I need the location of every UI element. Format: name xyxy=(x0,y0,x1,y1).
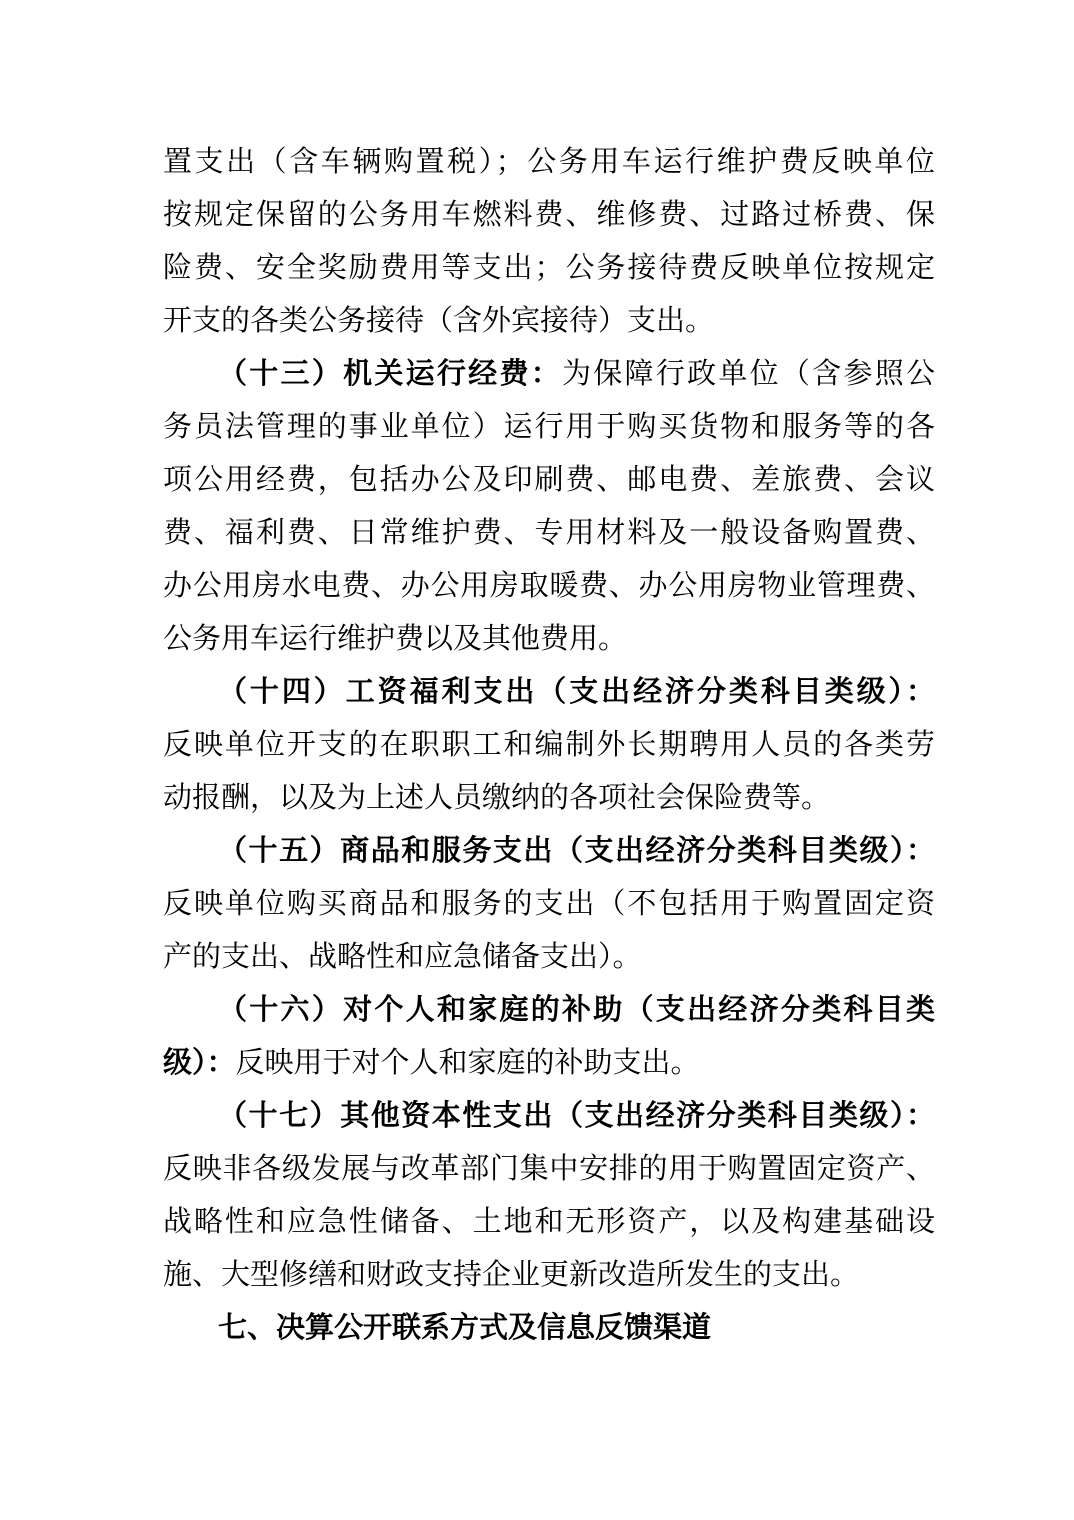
text-line xyxy=(163,931,935,984)
text-line xyxy=(163,507,935,560)
section-heading xyxy=(163,1302,935,1355)
text-line xyxy=(163,1249,935,1302)
text-line xyxy=(163,613,935,666)
text-segment: 产的支出、战略性和应急储备支出）。 xyxy=(163,941,642,973)
text-segment: 办公用房水电费、办公用房取暖费、办公用房物业管理费、 xyxy=(163,570,935,602)
text-line xyxy=(163,348,935,401)
para-13-agency-operating-funds xyxy=(163,348,935,666)
text-segment: 反映单位开支的在职职工和编制外长期聘用人员的各类劳 xyxy=(163,729,935,761)
text-line xyxy=(163,825,935,878)
text-segment: 施、大型修缮和财政支持企业更新改造所发生的支出。 xyxy=(163,1259,860,1291)
text-segment: 反映用于对个人和家庭的补助支出。 xyxy=(235,1047,700,1079)
text-segment: 务员法管理的事业单位）运行用于购买货物和服务等的各 xyxy=(163,411,935,443)
text-line xyxy=(163,1037,935,1090)
text-line xyxy=(163,772,935,825)
para-14-wage-welfare-expenditure xyxy=(163,666,935,825)
bold-text-segment: （十三）机关运行经费： xyxy=(218,358,562,390)
text-line xyxy=(163,1090,935,1143)
text-segment: 险费、安全奖励费用等支出；公务接待费反映单位按规定 xyxy=(163,252,935,284)
text-line xyxy=(163,1143,935,1196)
text-line xyxy=(163,560,935,613)
text-line xyxy=(163,242,935,295)
text-segment: 项公用经费，包括办公及印刷费、邮电费、差旅费、会议 xyxy=(163,464,935,496)
para-17-other-capital-expenditure xyxy=(163,1090,935,1302)
text-segment: 战略性和应急性储备、土地和无形资产，以及构建基础设 xyxy=(163,1206,935,1238)
para-15-goods-services-expenditure xyxy=(163,825,935,984)
text-segment: 置支出（含车辆购置税）；公务用车运行维护费反映单位 xyxy=(163,146,935,178)
text-segment: 公务用车运行维护费以及其他费用。 xyxy=(163,623,628,655)
text-line xyxy=(163,1196,935,1249)
text-line xyxy=(163,454,935,507)
text-line xyxy=(163,984,935,1037)
text-line xyxy=(163,878,935,931)
text-line xyxy=(163,401,935,454)
para-16-individual-family-subsidies xyxy=(163,984,935,1090)
heading-7-contact-feedback-channels xyxy=(163,1302,935,1355)
bold-text-segment: （十七）其他资本性支出（支出经济分类科目类级）： xyxy=(218,1100,935,1132)
document-body xyxy=(163,136,935,1355)
text-line xyxy=(163,719,935,772)
para-continuation-vehicle-and-reception xyxy=(163,136,935,348)
text-segment: 按规定保留的公务用车燃料费、维修费、过路过桥费、保 xyxy=(163,199,935,231)
bold-text-segment: 级）： xyxy=(163,1047,236,1079)
bold-text-segment: （十六）对个人和家庭的补助（支出经济分类科目类 xyxy=(218,994,935,1026)
text-line xyxy=(163,136,935,189)
bold-text-segment: （十五）商品和服务支出（支出经济分类科目类级）： xyxy=(218,835,935,867)
bold-text-segment: 七、决算公开联系方式及信息反馈渠道 xyxy=(218,1312,712,1344)
text-line xyxy=(163,295,935,348)
text-segment: 动报酬，以及为上述人员缴纳的各项社会保险费等。 xyxy=(163,782,831,814)
text-segment: 反映非各级发展与改革部门集中安排的用于购置固定资产、 xyxy=(163,1153,935,1185)
bold-text-segment: （十四）工资福利支出（支出经济分类科目类级）： xyxy=(218,676,935,708)
text-segment: 为保障行政单位（含参照公 xyxy=(562,358,935,390)
text-segment: 反映单位购买商品和服务的支出（不包括用于购置固定资 xyxy=(163,888,935,920)
text-line xyxy=(163,189,935,242)
text-segment: 开支的各类公务接待（含外宾接待）支出。 xyxy=(163,305,715,337)
text-segment: 费、福利费、日常维护费、专用材料及一般设备购置费、 xyxy=(163,517,935,549)
text-line xyxy=(163,666,935,719)
